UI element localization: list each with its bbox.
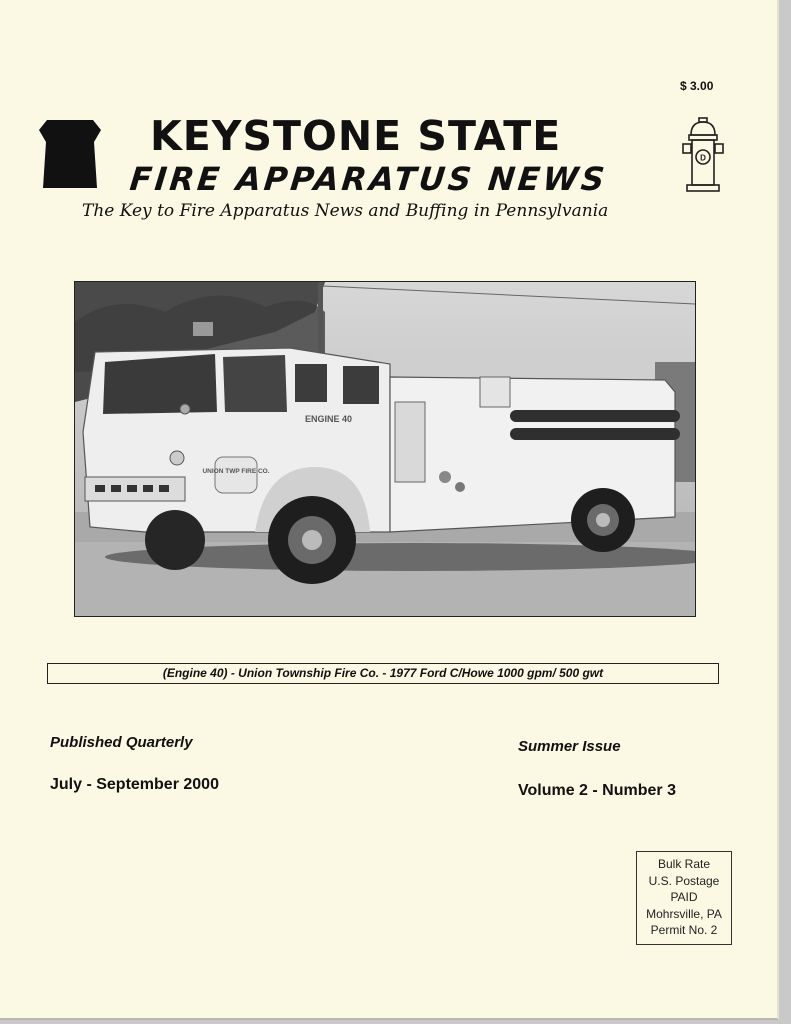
photo-caption: (Engine 40) - Union Township Fire Co. - 1977 Ford C/Howe 1000 gpm/ 500 gwt	[47, 663, 719, 684]
postage-line: Bulk Rate	[657, 857, 711, 871]
fire-hydrant-icon	[682, 117, 724, 193]
keystone-icon	[39, 120, 101, 188]
postage-line: Mohrsville, PA	[646, 906, 722, 921]
masthead-title: KEYSTONE STATE	[150, 112, 562, 160]
masthead-subtitle: FIRE APPARATUS NEWS	[128, 160, 610, 198]
issue-dates: July - September 2000	[50, 776, 219, 793]
postage-indicia	[636, 851, 732, 945]
fire-engine-photo	[74, 281, 696, 617]
issue-season: Summer Issue	[518, 738, 621, 755]
masthead-tagline: The Key to Fire Apparatus News and Buffing in Pennsylvania	[82, 201, 609, 221]
postage-line: PAID	[670, 890, 698, 904]
door-lettering: UNION TWP FIRE CO.	[202, 468, 270, 475]
side-lettering: ENGINE 40	[305, 414, 353, 424]
postage-line: Permit No. 2	[650, 923, 718, 937]
volume-number: Volume 2 - Number 3	[518, 782, 676, 799]
svg-text:D: D	[700, 153, 706, 163]
postage-line: U.S. Postage	[648, 873, 720, 888]
cover-price: $ 3.00	[680, 79, 714, 93]
publication-frequency: Published Quarterly	[50, 734, 193, 751]
